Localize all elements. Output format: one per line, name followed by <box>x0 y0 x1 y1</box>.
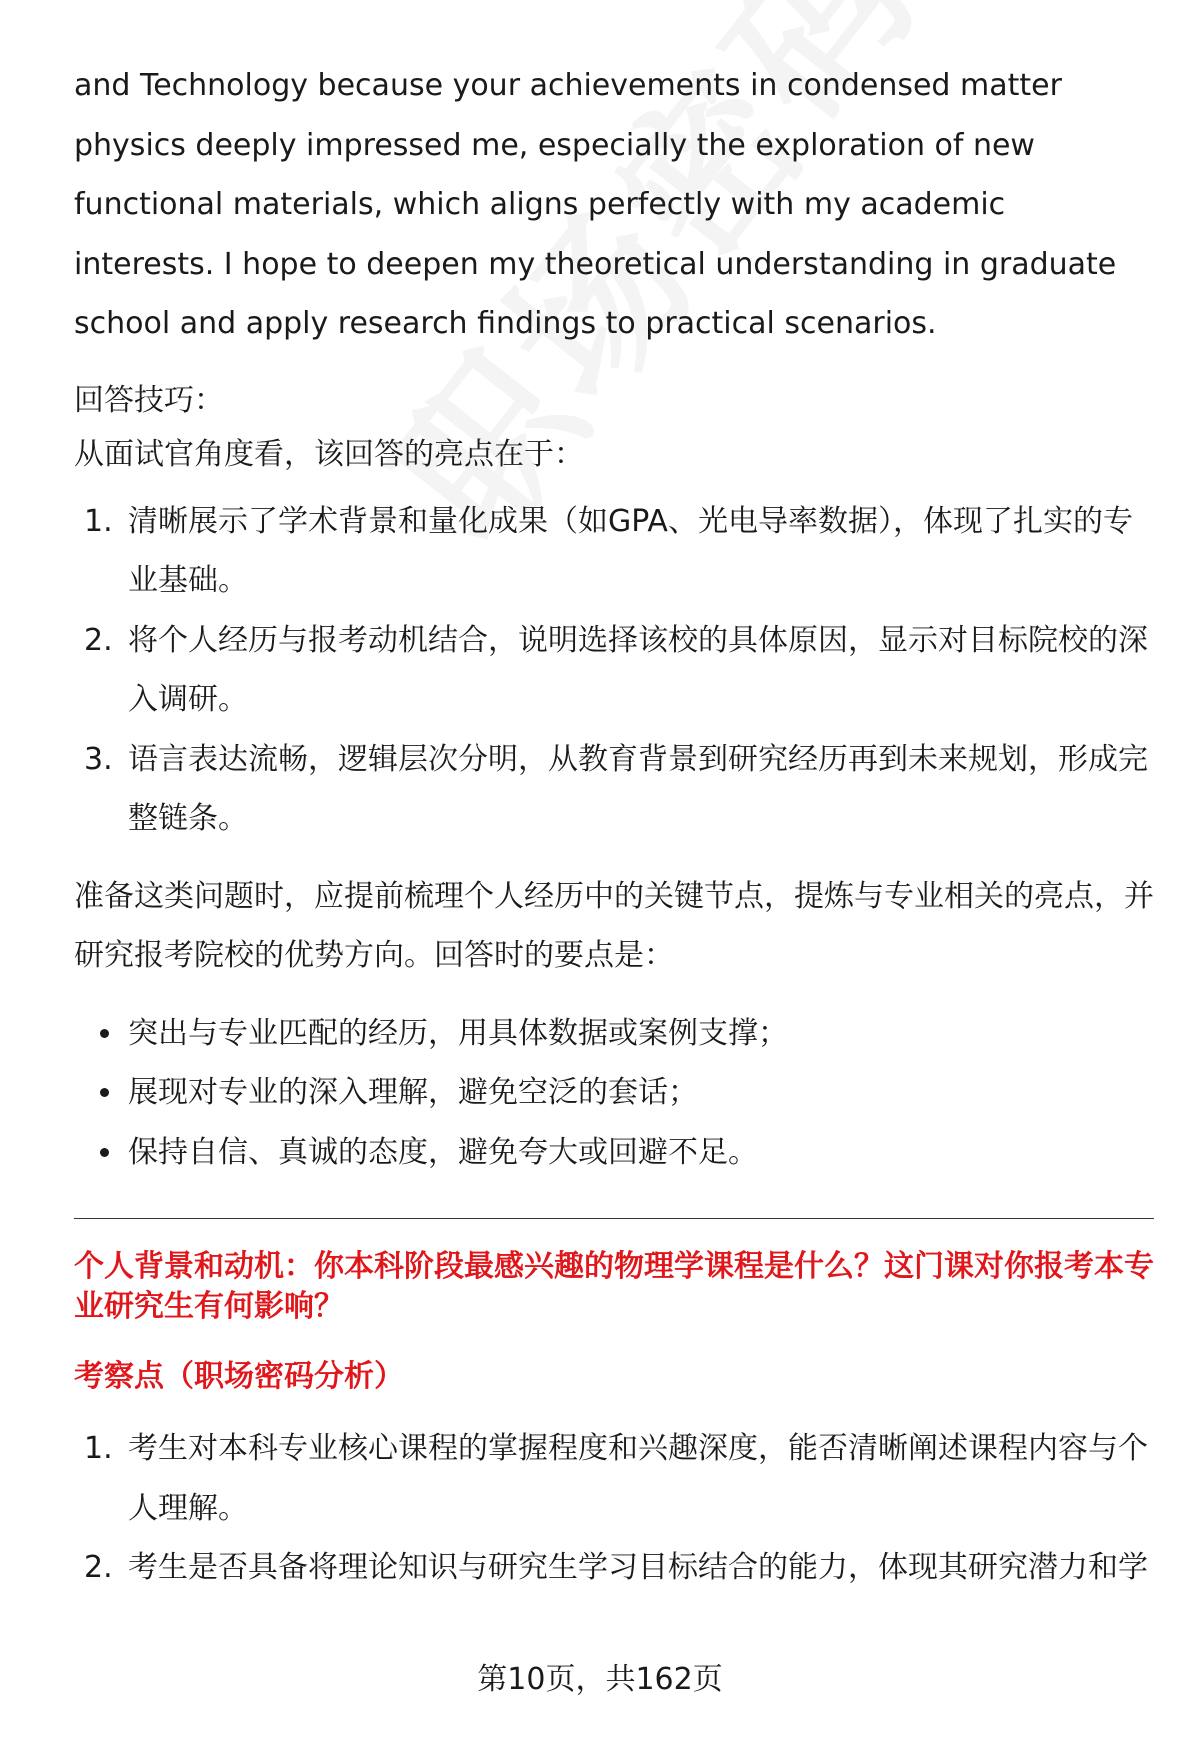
list-item: 1. 清晰展示了学术背景和量化成果（如GPA、光电导率数据），体现了扎实的专业基础。 <box>84 503 1133 598</box>
bullet-icon <box>100 1088 109 1097</box>
list-item: 2. 考生是否具备将理论知识与研究生学习目标结合的能力，体现其研究潜力和学 <box>84 1550 1148 1585</box>
document-page <box>74 56 1154 1598</box>
list-item: 突出与专业匹配的经历，用具体数据或案例支撑； <box>74 1004 1154 1064</box>
tips-lead: 从面试官角度看，该回答的亮点在于： <box>74 436 584 472</box>
key-points-list <box>74 1004 1154 1183</box>
assessment-list <box>74 1419 1154 1598</box>
assessment-heading: 考察点（职场密码分析） <box>74 1359 404 1394</box>
bullet-icon <box>100 1029 109 1038</box>
page-footer: 第10页，共162页 <box>477 1662 723 1697</box>
list-item: 3. 语言表达流畅，逻辑层次分明，从教育背景到研究经历再到未来规划，形成完整链条。 <box>84 741 1148 836</box>
highlights-list <box>74 492 1154 849</box>
list-item: 2. 将个人经历与报考动机结合，说明选择该校的具体原因，显示对目标院校的深入调研。 <box>84 622 1148 717</box>
list-item: 1. 考生对本科专业核心课程的掌握程度和兴趣深度，能否清晰阐述课程内容与个人理解。 <box>84 1431 1148 1526</box>
bullet-icon <box>100 1148 109 1157</box>
tips-heading: 回答技巧： <box>74 382 224 418</box>
intro-paragraph: and Technology because your achievements in condensed matter physics deeply impressed me, especially the exploration of new functional materials, which aligns perfectly with my academic interests. I hope to deepen my theoretical understanding in graduate school and apply research findings to practical scenarios. <box>74 68 1117 341</box>
list-item: 展现对专业的深入理解，避免空泛的套话； <box>74 1063 1154 1123</box>
prep-paragraph: 准备这类问题时，应提前梳理个人经历中的关键节点，提炼与专业相关的亮点，并研究报考院校的优势方向。回答时的要点是： <box>74 878 1154 973</box>
list-item: 保持自信、真诚的态度，避免夸大或回避不足。 <box>74 1123 1154 1183</box>
question-title: 个人背景和动机：你本科阶段最感兴趣的物理学课程是什么？这门课对你报考本专业研究生有何影响？ <box>74 1249 1154 1324</box>
